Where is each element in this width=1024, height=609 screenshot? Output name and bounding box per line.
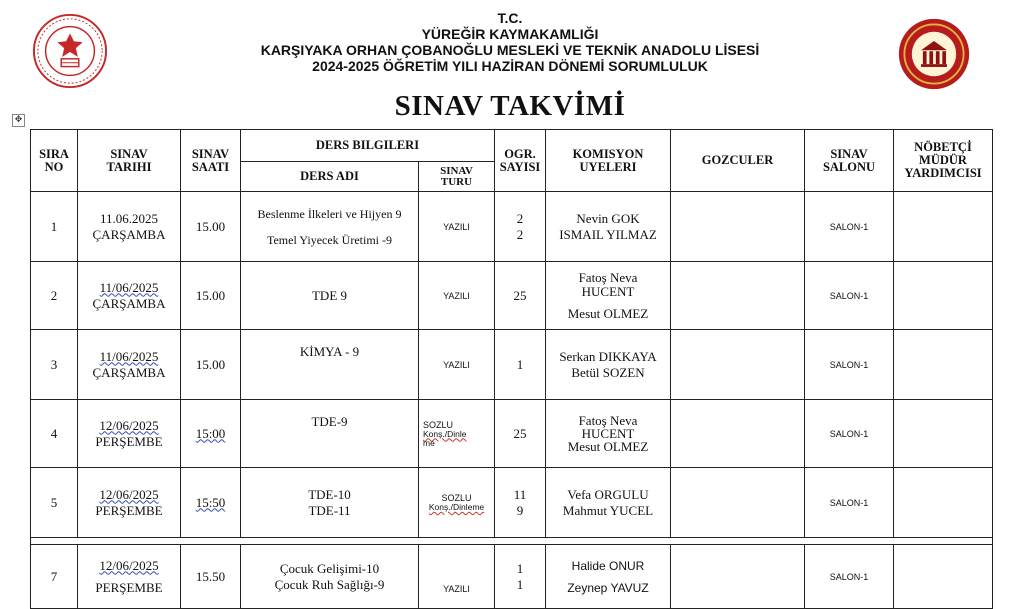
row-count: 2 2 (495, 192, 546, 262)
col-sinav-turu: SINAV TURU (419, 162, 495, 192)
row-course: TDE-10 TDE-11 (241, 468, 419, 538)
row-no: 3 (31, 330, 78, 400)
row-count: 11 9 (495, 468, 546, 538)
page-title: SINAV TAKVİMİ (394, 90, 626, 122)
row-course: Çocuk Gelişimi-10 Çocuk Ruh Sağlığı-9 (241, 545, 419, 609)
table-section-gap (31, 538, 993, 545)
header-line-tc: T.C. (497, 10, 523, 26)
row-date: 12/06/2025 PERŞEMBE (78, 545, 181, 609)
row-observers[interactable] (671, 192, 805, 262)
school-logo (897, 17, 971, 91)
col-salon: SINAV SALONU (805, 130, 894, 192)
row-no: 7 (31, 545, 78, 609)
row-members: Fatoş Neva HUCENT Mesut OLMEZ (546, 262, 671, 330)
table-row (31, 545, 993, 609)
row-no: 2 (31, 262, 78, 330)
row-type: YAZILI (419, 545, 495, 609)
row-members: Fatoş Neva HUCENT Mesut OLMEZ (546, 400, 671, 468)
row-duty-assistant[interactable] (894, 545, 993, 609)
header-line-school: KARŞIYAKA ORHAN ÇOBANOĞLU MESLEKİ VE TEKNİK ANADOLU LİSESİ (260, 42, 760, 58)
document-header (200, 10, 820, 74)
col-tarih: SINAV TARIHI (78, 130, 181, 192)
table-move-handle-icon[interactable]: ✥ (12, 114, 25, 127)
row-count: 25 (495, 400, 546, 468)
row-date: 11.06.2025 ÇARŞAMBA (78, 192, 181, 262)
row-course: KİMYA - 9 (241, 330, 419, 400)
row-date: 12/06/2025 PERŞEMBE (78, 468, 181, 538)
row-no: 1 (31, 192, 78, 262)
ministry-logo (31, 12, 109, 90)
row-salon: SALON-1 (805, 400, 894, 468)
row-course: TDE-9 (241, 400, 419, 468)
row-observers[interactable] (671, 262, 805, 330)
row-members: Halide ONUR Zeynep YAVUZ (546, 545, 671, 609)
col-ders-adi: DERS ADI (241, 162, 419, 192)
row-count: 1 (495, 330, 546, 400)
row-salon: SALON-1 (805, 330, 894, 400)
row-observers[interactable] (671, 545, 805, 609)
row-type: YAZILI (419, 192, 495, 262)
row-observers[interactable] (671, 330, 805, 400)
table-row (31, 468, 993, 538)
row-type: SOZLU Konş./Dinle me (419, 400, 495, 468)
row-no: 5 (31, 468, 78, 538)
header-line-kaymakamlik: YÜREĞİR KAYMAKAMLIĞI (421, 26, 599, 42)
row-duty-assistant[interactable] (894, 468, 993, 538)
row-time: 15.00 (181, 192, 241, 262)
exam-schedule-table (30, 129, 993, 609)
row-time: 15:00 (181, 400, 241, 468)
row-observers[interactable] (671, 468, 805, 538)
row-time: 15.00 (181, 330, 241, 400)
row-salon: SALON-1 (805, 192, 894, 262)
col-komisyon: KOMISYON UYELERI (546, 130, 671, 192)
row-date: 11/06/2025 ÇARŞAMBA (78, 330, 181, 400)
table-row (31, 400, 993, 468)
table-row (31, 192, 993, 262)
row-type: YAZILI (419, 262, 495, 330)
col-sira: SIRA NO (31, 130, 78, 192)
row-members: Serkan DIKKAYA Betül SOZEN (546, 330, 671, 400)
row-duty-assistant[interactable] (894, 192, 993, 262)
col-saat: SINAV SAATI (181, 130, 241, 192)
col-ders-bilgileri: DERS BILGILERI (241, 130, 495, 162)
row-course: TDE 9 (241, 262, 419, 330)
row-duty-assistant[interactable] (894, 400, 993, 468)
row-no: 4 (31, 400, 78, 468)
row-type: YAZILI (419, 330, 495, 400)
table-row (31, 330, 993, 400)
row-salon: SALON-1 (805, 262, 894, 330)
row-type: SOZLU Konş./Dinleme (419, 468, 495, 538)
header-line-period: 2024-2025 ÖĞRETİM YILI HAZİRAN DÖNEMİ SORUMLULUK (312, 58, 708, 74)
row-members: Nevin GOK ISMAIL YILMAZ (546, 192, 671, 262)
header-row-1 (31, 130, 993, 162)
row-duty-assistant[interactable] (894, 330, 993, 400)
row-date: 12/06/2025 PERŞEMBE (78, 400, 181, 468)
row-salon: SALON-1 (805, 468, 894, 538)
row-count: 25 (495, 262, 546, 330)
row-observers[interactable] (671, 400, 805, 468)
row-time: 15.50 (181, 545, 241, 609)
table-row (31, 262, 993, 330)
row-count: 1 1 (495, 545, 546, 609)
row-time: 15.00 (181, 262, 241, 330)
col-nobetci: NÖBETÇİ MÜDÜR YARDIMCISI (894, 130, 993, 192)
row-time: 15:50 (181, 468, 241, 538)
col-gozculer: GOZCULER (671, 130, 805, 192)
row-salon: SALON-1 (805, 545, 894, 609)
col-ogr-sayisi: OGR. SAYISI (495, 130, 546, 192)
row-date: 11/06/2025 ÇARŞAMBA (78, 262, 181, 330)
row-course: Beslenme İlkeleri ve Hijyen 9 Temel Yiyecek Üretimi -9 (241, 192, 419, 262)
row-duty-assistant[interactable] (894, 262, 993, 330)
row-members: Vefa ORGULU Mahmut YUCEL (546, 468, 671, 538)
